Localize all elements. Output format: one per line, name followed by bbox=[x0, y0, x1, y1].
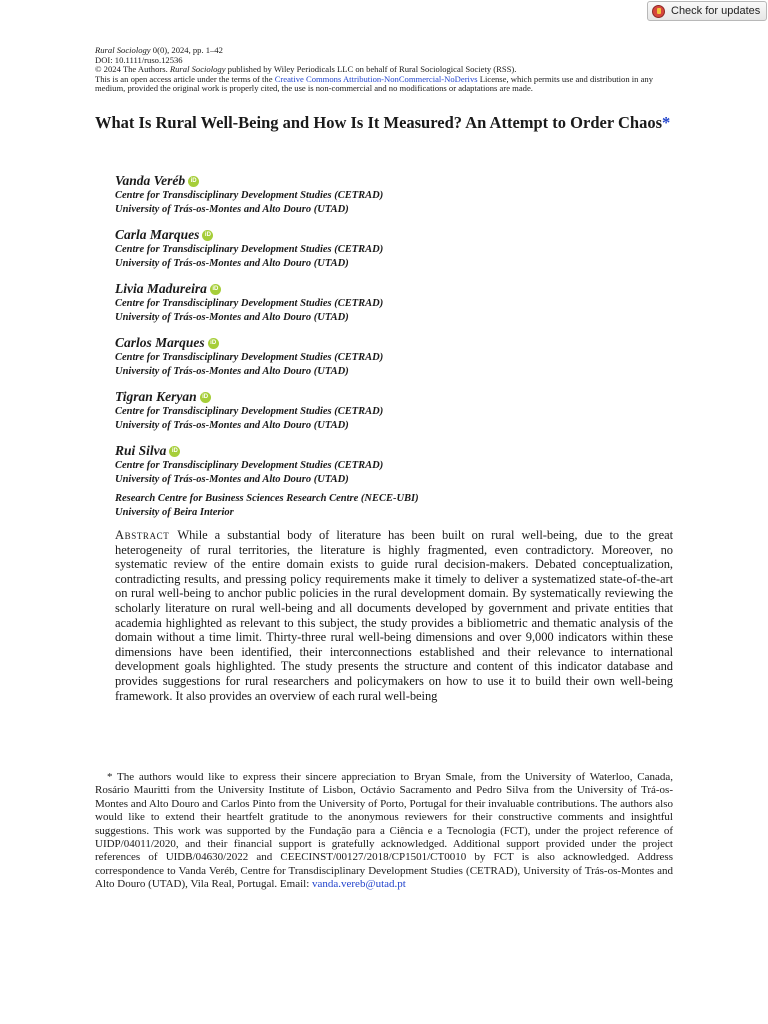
journal-issue: 0(0), 2024, pp. 1–42 bbox=[152, 45, 223, 55]
author-name: Carlos Marques bbox=[115, 335, 205, 350]
author-entry bbox=[115, 389, 675, 443]
license-link[interactable]: Creative Commons Attribution-NonCommercial-NoDerivs bbox=[274, 73, 478, 84]
author-affiliation: Centre for Transdisciplinary Development Studies (CETRAD) bbox=[115, 406, 384, 417]
author-list bbox=[115, 173, 675, 497]
check-for-updates-label: Check for updates bbox=[671, 5, 761, 17]
article-title bbox=[95, 113, 675, 133]
author-affiliation: Centre for Transdisciplinary Development Studies (CETRAD) bbox=[115, 298, 384, 309]
author-affiliation: Centre for Transdisciplinary Development Studies (CETRAD) bbox=[115, 244, 384, 255]
author-name: Vanda Veréb bbox=[115, 173, 186, 188]
journal-name: Rural Sociology bbox=[95, 45, 151, 55]
copyright-prefix: © 2024 The Authors. bbox=[95, 64, 170, 75]
author-affiliation: University of Trás-os-Montes and Alto Douro (UTAD) bbox=[115, 257, 349, 269]
author-affiliation: Centre for Transdisciplinary Development Studies (CETRAD) bbox=[115, 190, 384, 201]
additional-affiliation bbox=[115, 492, 675, 519]
author-entry bbox=[115, 443, 675, 497]
author-entry bbox=[115, 335, 675, 389]
author-name: Livia Madureira bbox=[115, 281, 207, 296]
author-entry bbox=[115, 281, 675, 335]
license-line bbox=[95, 75, 675, 94]
author-affiliation: University of Trás-os-Montes and Alto Douro (UTAD) bbox=[115, 419, 349, 431]
abstract-label: Abstract bbox=[115, 528, 170, 542]
footnote-marker: * bbox=[107, 771, 113, 783]
orcid-icon[interactable]: iD bbox=[200, 392, 211, 403]
author-affiliation: University of Trás-os-Montes and Alto Douro (UTAD) bbox=[115, 473, 349, 485]
title-footnote bbox=[95, 771, 673, 892]
check-for-updates-button[interactable] bbox=[647, 1, 767, 21]
orcid-icon[interactable]: iD bbox=[202, 230, 213, 241]
abstract bbox=[115, 528, 673, 703]
author-entry bbox=[115, 227, 675, 281]
orcid-icon[interactable]: iD bbox=[210, 284, 221, 295]
crossmark-icon bbox=[652, 5, 665, 18]
author-name: Tigran Keryan bbox=[115, 389, 197, 404]
footnote-text: The authors would like to express their sincere appreciation to Bryan Smale, from the University of Waterloo, Canada, Rosário Mauritti from the University Institute of Lisbon, Octávio Sacramento and Pedro Silva from the University of Trá-os-Montes and Alto Douro and Carlos Pinto from the University of Porto, Portugal for their invaluable contributions. The authors also would like to extend their heartfelt gratitude to the anonymous reviewers for their constructive comments and insightful suggestions. This work was supported by the Fundação para a Ciência e a Tecnologia (FCT), under the project reference of UIDP/04011/2020, and their financial support is gratefully acknowledged. Additional support provided under the project references of UIDB/04630/2022 and CEECINST/00127/2018/CP1501/CT0010 by FCT is also acknowledged. Address correspondence to Vanda Veréb, Centre for Transdisciplinary Development Studies (CETRAD), University of Trás-os-Montes and Alto Douro (UTAD), Vila Real, Portugal. Email: bbox=[95, 771, 673, 891]
article-title-text: What Is Rural Well-Being and How Is It Measured? An Attempt to Order Chaos bbox=[95, 113, 662, 132]
license-suffix: License, which permits use and distribution in any medium, provided the original work is properly cited, the use is non-commercial and no modifications or adaptations are made. bbox=[95, 73, 654, 94]
orcid-icon[interactable]: iD bbox=[169, 446, 180, 457]
additional-affiliation-line: University of Beira Interior bbox=[115, 506, 234, 518]
author-affiliation: Centre for Transdisciplinary Development Studies (CETRAD) bbox=[115, 460, 384, 471]
doi: DOI: 10.1111/ruso.12536 bbox=[95, 54, 183, 65]
author-affiliation: University of Trás-os-Montes and Alto Douro (UTAD) bbox=[115, 203, 349, 215]
author-name: Carla Marques bbox=[115, 227, 200, 242]
author-entry bbox=[115, 173, 675, 227]
author-affiliation: Centre for Transdisciplinary Development Studies (CETRAD) bbox=[115, 352, 384, 363]
article-metadata bbox=[95, 46, 675, 94]
additional-affiliation-line: Research Centre for Business Sciences Research Centre (NECE-UBI) bbox=[115, 493, 419, 504]
title-footnote-marker[interactable]: * bbox=[662, 113, 671, 132]
correspondence-email-link[interactable]: vanda.vereb@utad.pt bbox=[312, 878, 406, 891]
orcid-icon[interactable]: iD bbox=[188, 176, 199, 187]
author-name: Rui Silva bbox=[115, 443, 167, 458]
author-affiliation: University of Trás-os-Montes and Alto Douro (UTAD) bbox=[115, 365, 349, 377]
license-prefix: This is an open access article under the terms of the bbox=[95, 73, 275, 84]
orcid-icon[interactable]: iD bbox=[208, 338, 219, 349]
copyright-journal: Rural Sociology bbox=[169, 64, 226, 75]
copyright-suffix: published by Wiley Periodicals LLC on behalf of Rural Sociological Society (RSS). bbox=[225, 64, 517, 75]
author-affiliation: University of Trás-os-Montes and Alto Douro (UTAD) bbox=[115, 311, 349, 323]
abstract-text: While a substantial body of literature has been built on rural well-being, due to the great heterogeneity of rural territories, the literature is highly fragmented, even contradictory. Moreover, no systematic review of the entire domain exists to guide rural decision-makers. Debated conceptualization, contradicting results, and pressing policy requirements make it timely to deliver a systematized state-of-the-art on rural well-being to anchor public policies in the rural development domain. By systematically reviewing the scholarly literature on rural well-being and all documents developed by government and private entities that academia highlighted as relevant to this subject, the study provides a bibliometric and thematic analysis of the domain without a time limit. Thirty-three rural well-being dimensions and over 9,000 indicators within these dimensions have been identified, their interconnections established and their relevance to international development goals highlighted. The study presents the structure and content of this indicator database and provides suggestions for rural researchers and policymakers on how to use it to build their own well-being framework. It also provides an overview of each rural well-being bbox=[115, 528, 673, 703]
